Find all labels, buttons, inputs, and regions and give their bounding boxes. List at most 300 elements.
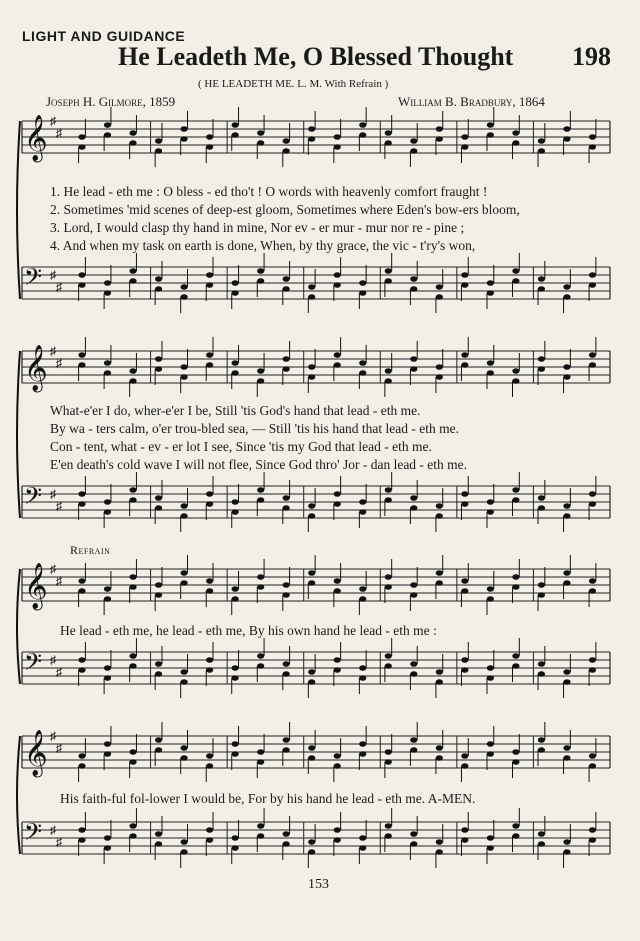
note-head: [538, 747, 545, 753]
note-head: [206, 491, 213, 497]
note-head: [538, 831, 545, 837]
note-head: [334, 837, 341, 843]
note-head: [538, 582, 545, 588]
note-head: [461, 134, 468, 140]
note-head: [232, 122, 239, 128]
note-head: [359, 509, 366, 515]
note-head: [563, 126, 570, 132]
note-head: [461, 144, 468, 150]
note-head: [155, 138, 162, 144]
note-head: [410, 841, 417, 847]
note-head: [104, 122, 111, 128]
note-head: [78, 272, 85, 278]
note-head: [436, 294, 443, 300]
sharp-icon: ♯: [56, 126, 62, 140]
note-head: [232, 586, 239, 592]
note-head: [563, 136, 570, 142]
note-head: [385, 584, 392, 590]
note-head: [487, 675, 494, 681]
note-head: [436, 580, 443, 586]
note-head: [180, 570, 187, 576]
note-head: [436, 374, 443, 380]
note-head: [129, 268, 136, 274]
note-head: [283, 747, 290, 753]
note-head: [180, 126, 187, 132]
verse-4-line-2: E'en death's cold wave I will not flee, Since God thro' Jor - dan lead - eth me.: [50, 457, 468, 472]
note-head: [129, 497, 136, 503]
note-head: [563, 580, 570, 586]
note-head: [155, 366, 162, 372]
note-head: [334, 282, 341, 288]
note-head: [78, 491, 85, 497]
note-head: [512, 759, 519, 765]
verse-3-line-1: 3. Lord, I would clasp thy hand in mine, Nor ev - er mur - mur nor re - pine ;: [50, 220, 465, 235]
note-head: [206, 144, 213, 150]
note-head: [257, 378, 264, 384]
note-head: [206, 282, 213, 288]
system-brace: [17, 569, 20, 684]
note-head: [78, 763, 85, 769]
note-head: [436, 669, 443, 675]
note-head: [180, 755, 187, 761]
sharp-icon: ♯: [56, 741, 62, 755]
sharp-icon: ♯: [50, 268, 56, 282]
note-head: [385, 823, 392, 829]
hymn-number: 198: [572, 42, 611, 71]
note-head: [359, 835, 366, 841]
note-head: [232, 675, 239, 681]
treble-clef: 𝄞: [24, 730, 48, 776]
note-head: [129, 823, 136, 829]
note-head: [512, 823, 519, 829]
bass-clef: 𝄢: [24, 818, 43, 851]
note-head: [359, 586, 366, 592]
note-head: [78, 827, 85, 833]
system-brace: [17, 121, 20, 299]
note-head: [155, 582, 162, 588]
note-head: [487, 499, 494, 505]
refrain-line-2: His faith-ful fol-lower I would be, For by his hand he lead - eth me. A-MEN.: [60, 791, 476, 806]
note-head: [487, 132, 494, 138]
note-head: [104, 665, 111, 671]
system-brace: [17, 351, 20, 518]
note-head: [180, 580, 187, 586]
note-head: [589, 827, 596, 833]
note-head: [461, 352, 468, 358]
note-head: [436, 839, 443, 845]
note-head: [155, 737, 162, 743]
note-head: [257, 759, 264, 765]
note-head: [334, 657, 341, 663]
verse-2-line-1: 2. Sometimes 'mid scenes of deep-est gloom, Sometimes where Eden's bow-ers bloom,: [50, 202, 520, 217]
note-head: [461, 837, 468, 843]
note-head: [359, 751, 366, 757]
note-head: [436, 755, 443, 761]
note-head: [512, 653, 519, 659]
note-head: [104, 596, 111, 602]
note-head: [180, 294, 187, 300]
note-head: [538, 505, 545, 511]
note-head: [538, 841, 545, 847]
note-head: [104, 360, 111, 366]
note-head: [385, 653, 392, 659]
note-head: [461, 491, 468, 497]
note-head: [461, 827, 468, 833]
note-head: [436, 679, 443, 685]
note-head: [206, 272, 213, 278]
note-head: [410, 138, 417, 144]
sharp-icon: ♯: [56, 499, 62, 513]
note-head: [589, 763, 596, 769]
note-head: [283, 661, 290, 667]
note-head: [589, 753, 596, 759]
note-head: [104, 290, 111, 296]
note-head: [563, 513, 570, 519]
note-head: [308, 294, 315, 300]
note-head: [334, 144, 341, 150]
note-head: [308, 126, 315, 132]
note-head: [512, 574, 519, 580]
sharp-icon: ♯: [56, 665, 62, 679]
note-head: [461, 667, 468, 673]
treble-clef: 𝄞: [24, 563, 48, 609]
note-head: [334, 827, 341, 833]
note-head: [155, 747, 162, 753]
note-head: [257, 823, 264, 829]
note-head: [206, 578, 213, 584]
note-head: [359, 280, 366, 286]
note-head: [487, 586, 494, 592]
treble-clef: 𝄞: [24, 345, 48, 391]
note-head: [308, 284, 315, 290]
note-head: [283, 148, 290, 154]
note-head: [257, 278, 264, 284]
note-head: [104, 280, 111, 286]
note-head: [78, 578, 85, 584]
note-head: [461, 657, 468, 663]
note-head: [589, 134, 596, 140]
note-head: [232, 290, 239, 296]
note-head: [155, 495, 162, 501]
note-head: [104, 132, 111, 138]
note-head: [257, 663, 264, 669]
note-head: [538, 138, 545, 144]
verse-1-line-1: 1. He lead - eth me : O bless - ed tho't ! O words with heavenly comfort fraught !: [50, 184, 488, 199]
note-head: [180, 669, 187, 675]
note-head: [78, 837, 85, 843]
note-head: [308, 364, 315, 370]
note-head: [512, 378, 519, 384]
page-number: 153: [308, 877, 329, 892]
note-head: [512, 663, 519, 669]
note-head: [206, 657, 213, 663]
note-head: [487, 280, 494, 286]
note-head: [232, 845, 239, 851]
note-head: [308, 839, 315, 845]
note-head: [359, 370, 366, 376]
note-head: [155, 671, 162, 677]
note-head: [78, 501, 85, 507]
note-head: [385, 140, 392, 146]
note-head: [283, 495, 290, 501]
note-head: [589, 657, 596, 663]
note-head: [257, 653, 264, 659]
note-head: [129, 130, 136, 136]
note-head: [385, 368, 392, 374]
hymn-title: He Leadeth Me, O Blessed Thought: [118, 42, 514, 71]
note-head: [308, 374, 315, 380]
note-head: [180, 364, 187, 370]
bass-clef: 𝄢: [24, 482, 43, 515]
note-head: [410, 286, 417, 292]
note-head: [257, 749, 264, 755]
sharp-icon: ♯: [50, 729, 56, 743]
note-head: [206, 837, 213, 843]
note-head: [257, 497, 264, 503]
note-head: [308, 503, 315, 509]
note-head: [257, 584, 264, 590]
note-head: [359, 499, 366, 505]
note-head: [257, 833, 264, 839]
note-head: [283, 831, 290, 837]
note-head: [283, 505, 290, 511]
note-head: [512, 278, 519, 284]
note-head: [78, 362, 85, 368]
note-head: [410, 747, 417, 753]
sharp-icon: ♯: [50, 653, 56, 667]
note-head: [410, 495, 417, 501]
sharp-icon: ♯: [50, 344, 56, 358]
note-head: [232, 665, 239, 671]
note-head: [410, 148, 417, 154]
note-head: [283, 366, 290, 372]
note-head: [155, 505, 162, 511]
note-head: [436, 503, 443, 509]
note-head: [589, 588, 596, 594]
note-head: [410, 831, 417, 837]
note-head: [155, 286, 162, 292]
note-head: [308, 513, 315, 519]
note-head: [538, 356, 545, 362]
note-head: [487, 509, 494, 515]
note-head: [232, 370, 239, 376]
note-head: [461, 282, 468, 288]
sharp-icon: ♯: [50, 114, 56, 128]
note-head: [359, 665, 366, 671]
note-head: [359, 132, 366, 138]
note-head: [385, 663, 392, 669]
note-head: [359, 122, 366, 128]
note-head: [410, 356, 417, 362]
note-head: [359, 741, 366, 747]
note-head: [487, 370, 494, 376]
note-head: [78, 753, 85, 759]
note-head: [563, 503, 570, 509]
note-head: [232, 132, 239, 138]
note-head: [461, 362, 468, 368]
refrain-line-1: He lead - eth me, he lead - eth me, By his own hand he lead - eth me :: [60, 623, 437, 638]
note-head: [359, 845, 366, 851]
sharp-icon: ♯: [56, 835, 62, 849]
note-head: [461, 763, 468, 769]
note-head: [232, 596, 239, 602]
note-head: [512, 368, 519, 374]
note-head: [283, 286, 290, 292]
note-head: [385, 749, 392, 755]
note-head: [563, 755, 570, 761]
note-head: [257, 487, 264, 493]
note-head: [359, 360, 366, 366]
note-head: [538, 661, 545, 667]
note-head: [538, 148, 545, 154]
note-head: [410, 737, 417, 743]
note-head: [104, 370, 111, 376]
note-head: [538, 286, 545, 292]
note-head: [283, 276, 290, 282]
note-head: [308, 679, 315, 685]
note-head: [308, 669, 315, 675]
note-head: [129, 833, 136, 839]
sharp-icon: ♯: [56, 280, 62, 294]
note-head: [512, 130, 519, 136]
note-head: [334, 753, 341, 759]
note-head: [512, 268, 519, 274]
note-head: [487, 835, 494, 841]
note-head: [257, 268, 264, 274]
note-head: [206, 362, 213, 368]
note-head: [487, 751, 494, 757]
note-head: [206, 667, 213, 673]
note-head: [129, 759, 136, 765]
system-brace: [17, 736, 20, 854]
note-head: [334, 362, 341, 368]
note-head: [232, 360, 239, 366]
note-head: [334, 588, 341, 594]
note-head: [78, 588, 85, 594]
section-heading: LIGHT AND GUIDANCE: [22, 28, 186, 44]
note-head: [589, 144, 596, 150]
note-head: [461, 501, 468, 507]
note-head: [487, 845, 494, 851]
note-head: [385, 487, 392, 493]
note-head: [283, 841, 290, 847]
note-head: [180, 745, 187, 751]
note-head: [78, 667, 85, 673]
note-head: [334, 272, 341, 278]
note-head: [308, 745, 315, 751]
note-head: [78, 144, 85, 150]
note-head: [487, 596, 494, 602]
sharp-icon: ♯: [50, 487, 56, 501]
note-head: [563, 284, 570, 290]
note-head: [563, 294, 570, 300]
note-head: [436, 513, 443, 519]
treble-clef: 𝄞: [24, 115, 48, 161]
note-head: [155, 276, 162, 282]
note-head: [563, 839, 570, 845]
note-head: [487, 122, 494, 128]
note-head: [129, 378, 136, 384]
refrain-label: Refrain: [70, 543, 111, 557]
note-head: [78, 282, 85, 288]
note-head: [512, 584, 519, 590]
note-head: [334, 578, 341, 584]
composer-credit: William B. Bradbury, 1864: [398, 94, 545, 109]
note-head: [334, 667, 341, 673]
note-head: [232, 499, 239, 505]
note-head: [78, 134, 85, 140]
note-head: [589, 352, 596, 358]
note-head: [308, 849, 315, 855]
note-head: [155, 148, 162, 154]
note-head: [410, 661, 417, 667]
note-head: [334, 763, 341, 769]
tune-meter: ( HE LEADETH ME. L. M. With Refrain ): [198, 78, 389, 90]
note-head: [589, 272, 596, 278]
note-head: [104, 835, 111, 841]
note-head: [155, 661, 162, 667]
note-head: [129, 368, 136, 374]
note-head: [563, 570, 570, 576]
note-head: [512, 833, 519, 839]
note-head: [538, 276, 545, 282]
note-head: [410, 582, 417, 588]
note-head: [538, 671, 545, 677]
note-head: [283, 671, 290, 677]
verse-3-line-2: Con - tent, what - ev - er lot I see, Since 'tis my God that lead - eth me.: [50, 439, 432, 454]
note-head: [129, 749, 136, 755]
note-head: [334, 134, 341, 140]
note-head: [129, 653, 136, 659]
note-head: [563, 669, 570, 675]
note-head: [257, 574, 264, 580]
note-head: [436, 364, 443, 370]
note-head: [180, 849, 187, 855]
note-head: [512, 140, 519, 146]
note-head: [155, 841, 162, 847]
verse-2-line-2: By wa - ters calm, o'er trou-bled sea, — Still 'tis his hand that lead - eth me.: [50, 421, 460, 436]
note-head: [180, 136, 187, 142]
note-head: [563, 374, 570, 380]
sharp-icon: ♯: [50, 562, 56, 576]
note-head: [538, 592, 545, 598]
note-head: [410, 505, 417, 511]
verse-1-line-2: What-e'er I do, wher-e'er I be, Still 'tis God's hand that lead - eth me.: [50, 403, 421, 418]
note-head: [512, 749, 519, 755]
note-head: [563, 364, 570, 370]
note-head: [78, 352, 85, 358]
note-head: [104, 499, 111, 505]
note-head: [206, 753, 213, 759]
note-head: [129, 487, 136, 493]
note-head: [232, 280, 239, 286]
note-head: [308, 755, 315, 761]
note-head: [155, 356, 162, 362]
note-head: [206, 501, 213, 507]
note-head: [180, 513, 187, 519]
note-head: [78, 657, 85, 663]
note-head: [461, 753, 468, 759]
note-head: [129, 140, 136, 146]
note-head: [385, 497, 392, 503]
author-credit: Joseph H. Gilmore, 1859: [46, 94, 176, 109]
note-head: [283, 737, 290, 743]
note-head: [461, 578, 468, 584]
sharp-icon: ♯: [56, 356, 62, 370]
note-head: [563, 849, 570, 855]
note-head: [283, 582, 290, 588]
note-head: [180, 374, 187, 380]
